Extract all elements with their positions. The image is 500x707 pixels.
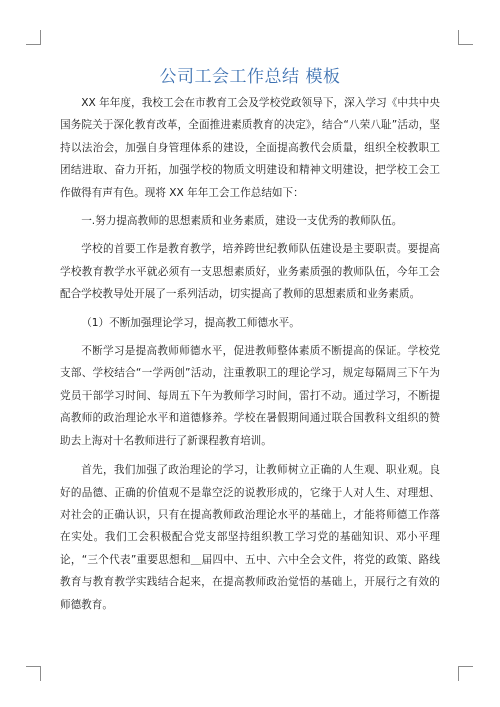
crop-mark-bottom-left [26, 666, 41, 681]
document-title: 公司工会工作总结 模板 [159, 67, 341, 87]
paragraph-teaching-duty: 学校的首要工作是教育教学，培养跨世纪教师队伍建设是主要职责。要提高学校教育教学水平就必须有一支思想素质好，业务素质强的教师队伍，今年工会配合学校教导处开展了一系列活动，切实提高了教师的思想素质和业务素质。 [60, 243, 440, 301]
paragraph-subheading: （1）不断加强理论学习，提高教工师德水平。 [81, 316, 300, 329]
paragraph-intro: XX 年年度，我校工会在市教育工会及学校党政领导下，深入学习《中共中央国务院关于深化教育改革，全面推进素质教育的决定》，结合“八荣八耻”活动，坚持以法治会，加强自身管理体系的建设，全面提高教代会质量，组织全校教职工团结进取、奋力开拓，加强学校的物质文明建设和精神文明建设，把学校工会工作做得有声有色。现将 XX 年年工会工作总结如下： [60, 97, 440, 199]
paragraph-political-theory: 首先，我们加强了政治理论的学习，让教师树立正确的人生观、职业观。良好的品德、正确的价值观不是靠空泛的说教形成的，它缘于人对人生、对理想、对社会的正确认识，只有在提高教师政治理论水平的基础上，才能将师德工作落在实处。我们工会积极配合党支部坚持组织教工学习党的基础知识、邓小平理论，“三个代表”重要思想和＿届四中、五中、六中全会文件，将党的政策、路线教育与教育教学实践结合起来，在提高教师政治觉悟的基础上，开展行之有效的师德教育。 [60, 464, 440, 611]
crop-mark-bottom-right [458, 666, 473, 681]
crop-mark-top-right [458, 30, 473, 45]
paragraph-study: 不断学习是提高教师师德水平，促进教师整体素质不断提高的保证。学校党支部、学校结合“一学两创”活动，注重教职工的理论学习，规定每隔周三下午为党员干部学习时间、每周五下午为教师学习时间，雷打不动。通过学习，不断提高教师的政治理论水平和道德修养。学校在暑假期间通过联合国教科文组织的赞助去上海对十名教师进行了新课程教育培训。 [60, 345, 440, 447]
paragraph-section-heading: 一.努力提高教师的思想素质和业务素质，建设一支优秀的教师队伍。 [81, 215, 403, 228]
document-body [60, 92, 440, 616]
crop-mark-top-left [26, 30, 41, 45]
